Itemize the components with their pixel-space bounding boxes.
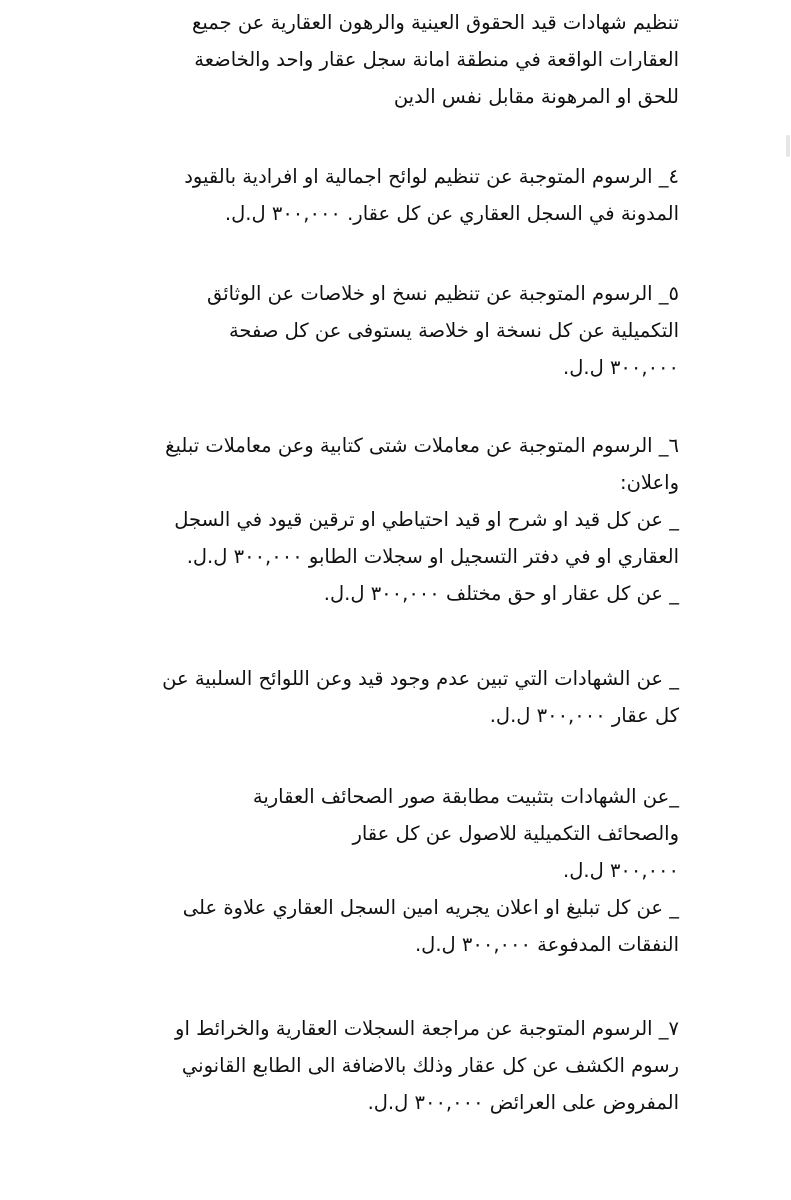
text-line: _عن الشهادات بتثبيت مطابقة صور الصحائف العقارية bbox=[252, 785, 679, 808]
paragraph-item-4 bbox=[157, 158, 679, 232]
text-line: ٦_ الرسوم المتوجبة عن معاملات شتى كتابية وعن معاملات تبليغ bbox=[165, 434, 679, 457]
text-line: العقاري او في دفتر التسجيل او سجلات الطابو ٣٠٠,٠٠٠ ل.ل. bbox=[186, 545, 679, 568]
text-line: ٥_ الرسوم المتوجبة عن تنظيم نسخ او خلاصات عن الوثائق bbox=[206, 282, 679, 305]
paragraph-item-7 bbox=[157, 1010, 679, 1121]
text-line: ٣٠٠,٠٠٠ ل.ل. bbox=[563, 356, 679, 379]
text-line: ٤_ الرسوم المتوجبة عن تنظيم لوائح اجمالية او افرادية بالقيود bbox=[184, 165, 679, 188]
text-line: ٧_ الرسوم المتوجبة عن مراجعة السجلات العقارية والخرائط او bbox=[175, 1017, 679, 1040]
scrollbar[interactable] bbox=[783, 0, 791, 1200]
text-line: تنظيم شهادات قيد الحقوق العينية والرهون العقارية عن جميع bbox=[192, 11, 679, 34]
paragraph-certificates bbox=[157, 4, 679, 115]
text-line: والصحائف التكميلية للاصول عن كل عقار bbox=[352, 822, 679, 845]
text-line: _ عن الشهادات التي تبين عدم وجود قيد وعن اللوائح السلبية عن bbox=[162, 667, 679, 690]
scrollbar-thumb[interactable] bbox=[786, 135, 790, 157]
text-line: _ عن كل عقار او حق مختلف ٣٠٠,٠٠٠ ل.ل. bbox=[323, 582, 679, 605]
text-line: المدونة في السجل العقاري عن كل عقار. ٣٠٠,٠٠٠ ل.ل. bbox=[224, 202, 679, 225]
text-line: رسوم الكشف عن كل عقار وذلك بالاضافة الى الطابع القانوني bbox=[181, 1054, 679, 1077]
text-line: _ عن كل تبليغ او اعلان يجريه امين السجل العقاري علاوة على bbox=[182, 896, 679, 919]
text-line: النفقات المدفوعة ٣٠٠,٠٠٠ ل.ل. bbox=[414, 933, 679, 956]
text-line: _ عن كل قيد او شرح او قيد احتياطي او ترقين قيود في السجل bbox=[174, 508, 679, 531]
paragraph-negative-certificates bbox=[157, 660, 679, 734]
text-line: ٣٠٠,٠٠٠ ل.ل. bbox=[563, 859, 679, 882]
text-line: كل عقار ٣٠٠,٠٠٠ ل.ل. bbox=[489, 704, 679, 727]
text-line: التكميلية عن كل نسخة او خلاصة يستوفى عن كل صفحة bbox=[228, 319, 679, 342]
text-line: للحق او المرهونة مقابل نفس الدين bbox=[393, 85, 679, 108]
text-line: واعلان: bbox=[620, 471, 679, 494]
paragraph-copy-certification bbox=[157, 778, 679, 963]
text-line: المفروض على العرائض ٣٠٠,٠٠٠ ل.ل. bbox=[367, 1091, 679, 1114]
text-line: العقارات الواقعة في منطقة امانة سجل عقار واحد والخاضعة bbox=[194, 48, 679, 71]
paragraph-item-5 bbox=[157, 275, 679, 386]
paragraph-item-6 bbox=[157, 427, 679, 612]
